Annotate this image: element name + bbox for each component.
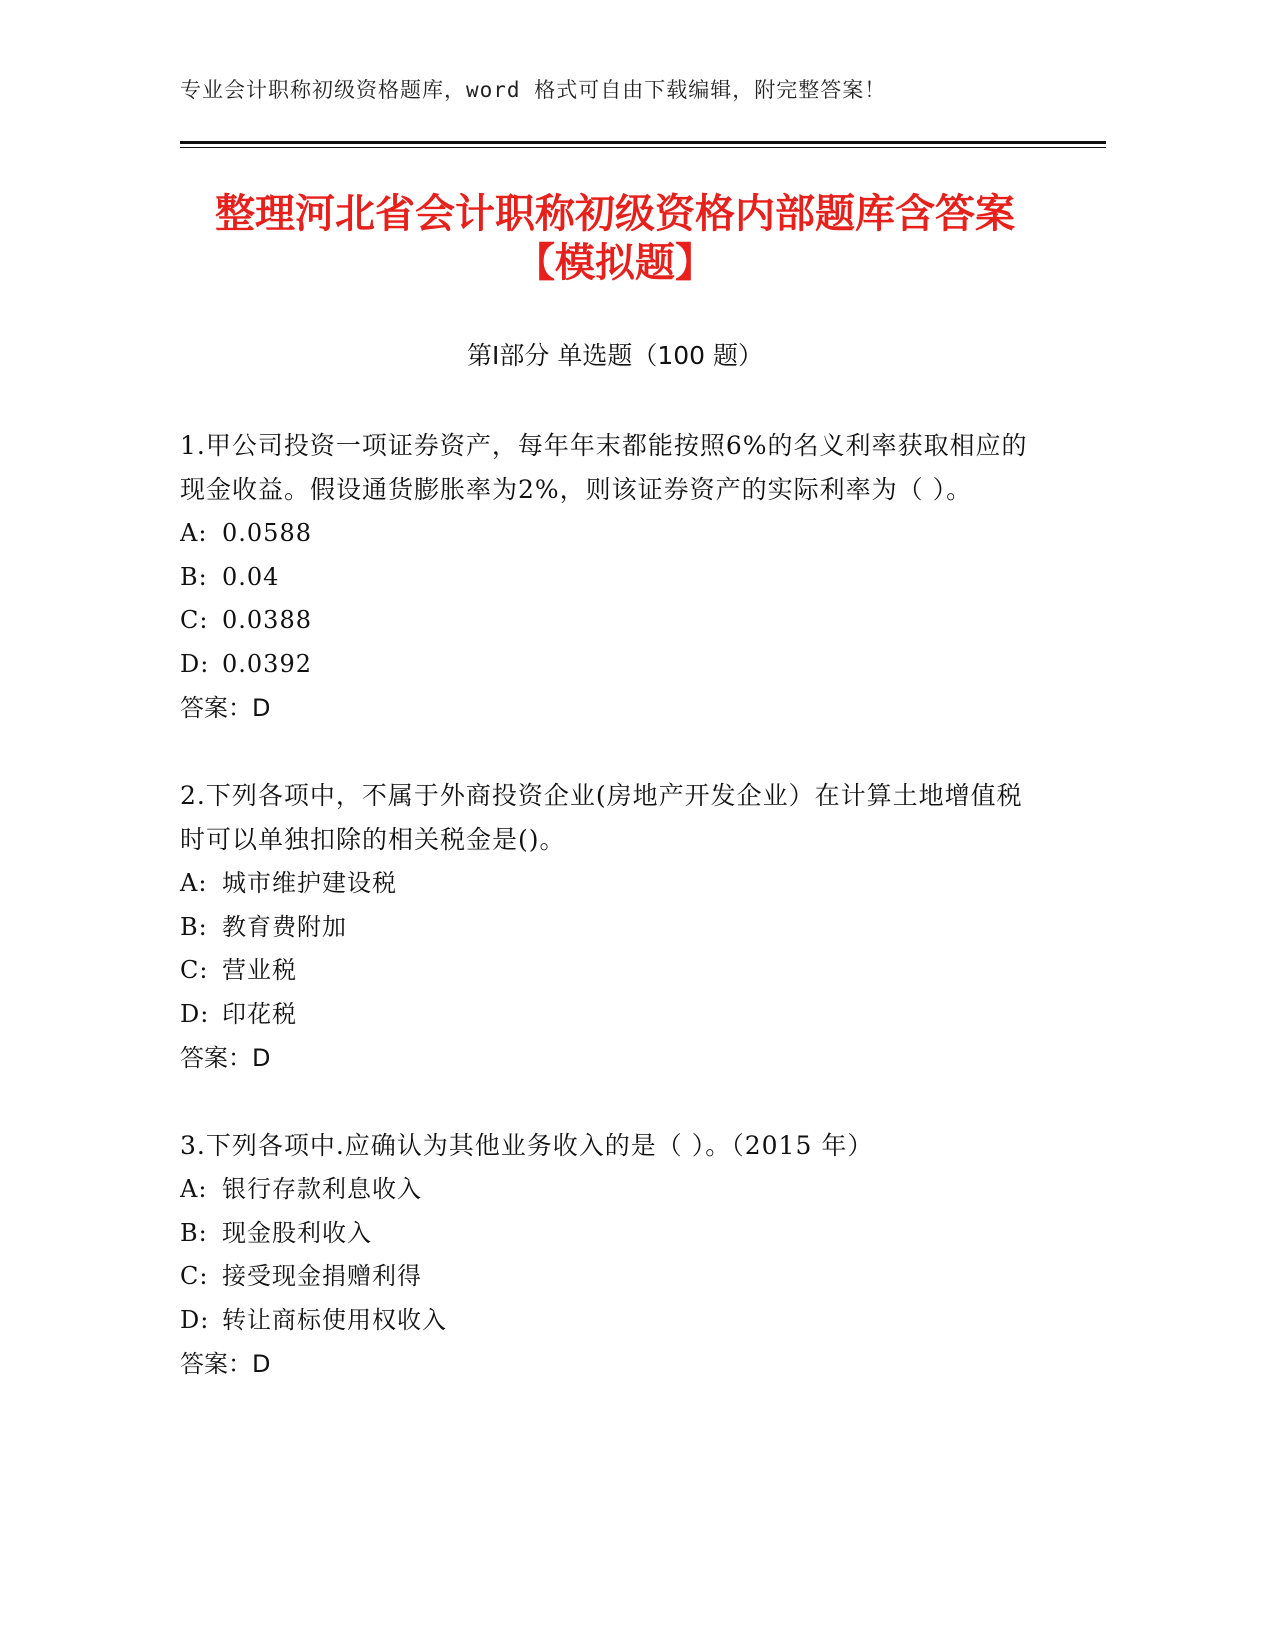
option-text: 现金股利收入 <box>222 1218 372 1247</box>
option-b <box>180 1212 1040 1256</box>
option-letter: A: <box>180 519 208 547</box>
question-1 <box>180 424 1040 730</box>
question-list <box>180 424 1040 1430</box>
question-text: 2.下列各项中，不属于外商投资企业(房地产开发企业）在计算土地增值税时可以单独扣除的相关税金是()。 <box>180 781 1023 854</box>
header-rule-thick <box>180 141 1106 144</box>
option-d <box>180 993 1040 1037</box>
option-letter: B: <box>180 1218 208 1247</box>
option-b <box>180 556 1040 600</box>
option-text: 银行存款利息收入 <box>222 1175 422 1203</box>
option-letter: C: <box>180 606 209 634</box>
option-b <box>180 906 1040 950</box>
question-2 <box>180 774 1040 1080</box>
option-letter: C: <box>180 956 209 984</box>
option-d <box>180 643 1040 687</box>
option-c <box>180 599 1040 643</box>
option-text: 印花税 <box>222 999 297 1028</box>
option-text: 接受现金捐赠利得 <box>222 1262 422 1290</box>
question-text: 1.甲公司投资一项证券资产，每年年末都能按照6%的名义利率获取相应的现金收益。假设通货膨胀率为2%，则该证券资产的实际利率为（ ）。 <box>180 431 1028 504</box>
option-letter: D: <box>180 1305 210 1334</box>
option-text: 0.0588 <box>222 519 312 547</box>
document-title: 整理河北省会计职称初级资格内部题库含答案【模拟题】 <box>215 191 1015 286</box>
header-rule-thin <box>180 147 1106 148</box>
answer-line: 答案：D <box>180 1044 271 1072</box>
option-letter: A: <box>180 1175 208 1203</box>
option-d <box>180 1299 1040 1343</box>
option-letter: B: <box>180 912 208 941</box>
option-text: 城市维护建设税 <box>222 869 397 897</box>
option-text: 0.0392 <box>222 649 312 678</box>
option-text: 营业税 <box>222 956 297 984</box>
option-letter: D: <box>180 999 210 1028</box>
option-a <box>180 862 1040 906</box>
option-a <box>180 1168 1040 1212</box>
option-text: 教育费附加 <box>222 912 347 941</box>
option-text: 0.0388 <box>222 606 312 634</box>
option-c <box>180 949 1040 993</box>
option-text: 转让商标使用权收入 <box>222 1305 447 1334</box>
header-note: 专业会计职称初级资格题库，word 格式可自由下载编辑，附完整答案！ <box>180 78 887 102</box>
section-title: 第Ⅰ部分 单选题（100 题） <box>467 341 763 370</box>
option-letter: A: <box>180 869 208 897</box>
option-text: 0.04 <box>222 562 280 591</box>
option-letter: D: <box>180 649 210 678</box>
option-a <box>180 512 1040 556</box>
option-letter: B: <box>180 562 208 591</box>
answer-line: 答案：D <box>180 694 271 722</box>
question-text: 3.下列各项中.应确认为其他业务收入的是（ ）。（2015 年） <box>180 1131 874 1160</box>
question-3 <box>180 1124 1040 1386</box>
option-c <box>180 1255 1040 1299</box>
option-letter: C: <box>180 1262 209 1290</box>
answer-line: 答案：D <box>180 1350 271 1378</box>
